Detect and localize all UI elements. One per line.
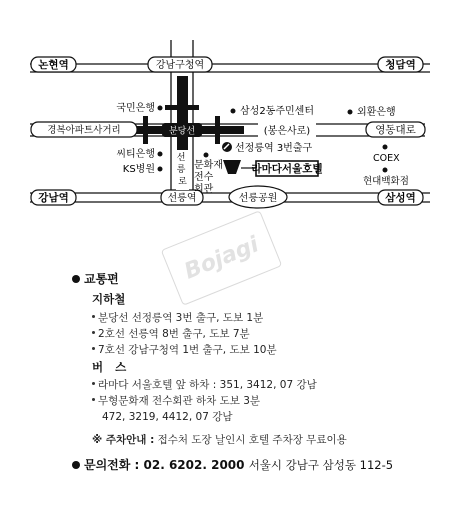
subway-item: 7호선 강남구청역 1번 출구, 도보 10분 (92, 342, 277, 357)
middot-icon (92, 331, 95, 334)
poi-ks-hospital: KS병원 (122, 164, 155, 175)
bus-item: 라마다 서울호텔 앞 하차 : 351, 3412, 07 강남 (92, 377, 317, 392)
bus-heading: 버 스 (92, 360, 131, 374)
station-cheongdam: 청담역 (385, 59, 416, 71)
station-seonjeongneung-exit: 선정릉역 3번출구 (235, 143, 313, 154)
poi-kexim-bank: 외환은행 (357, 107, 396, 118)
road-gyeongbuk: 경복아파트사거리 (47, 125, 121, 136)
station-nonhyeon: 논현역 (38, 59, 69, 71)
road-seolleungno: 선 릉 로 (176, 153, 187, 187)
bullet-icon (72, 461, 80, 469)
subway-item: 2호선 선릉역 8번 출구, 도보 7분 (92, 326, 250, 341)
middot-icon (92, 398, 95, 401)
transport-heading-row (72, 270, 119, 287)
parking-info (92, 432, 347, 447)
poi-coex: COEX (373, 153, 400, 164)
contact-address: 서울시 강남구 삼성동 112-5 (248, 458, 394, 472)
hotel-name: 라마다서울호텔 (251, 163, 323, 175)
parking-text: 접수처 도장 날인시 호텔 주차장 무료이용 (157, 434, 347, 446)
station-seolleung: 선릉역 (167, 193, 197, 204)
middot-icon (92, 347, 95, 350)
poi-samseong2-center: 삼성2동주민센터 (240, 106, 314, 117)
middot-icon (92, 315, 95, 318)
bojagi-watermark: Bojagi (161, 210, 283, 306)
bus-item: 무형문화재 전수회관 하차 도보 3분 (92, 393, 260, 408)
bus-item-continued: 472, 3219, 4412, 07 강남 (102, 411, 233, 423)
parking-label: ※ 주차안내 : (92, 434, 155, 446)
station-gangnam-gu-office: 강남구청역 (155, 60, 205, 71)
middot-icon (92, 382, 95, 385)
seolleung-park: 선릉공원 (238, 193, 278, 204)
poi-heritage-hall: 문화재 전수 회관 (194, 160, 223, 195)
road-bundang-line: 분당선 (168, 126, 196, 137)
station-gangnam: 강남역 (38, 192, 69, 204)
poi-citibank: 씨티은행 (116, 149, 155, 160)
station-samseong: 삼성역 (385, 192, 416, 204)
road-bongeunsa: (봉은사로) (263, 126, 311, 137)
bullet-icon (72, 275, 80, 283)
poi-kookmin-bank: 국민은행 (116, 103, 155, 114)
contact-row (72, 456, 393, 473)
subway-item: 분당선 선정릉역 3번 출구, 도보 1분 (92, 310, 263, 325)
transport-heading: 교통편 (84, 272, 119, 286)
poi-hyundai-dept: 현대백화점 (363, 176, 409, 187)
contact-phone: 문의전화 : 02. 6202. 2000 (84, 458, 245, 472)
road-yeongdong: 영동대로 (375, 124, 416, 136)
subway-heading: 지하철 (92, 292, 126, 306)
